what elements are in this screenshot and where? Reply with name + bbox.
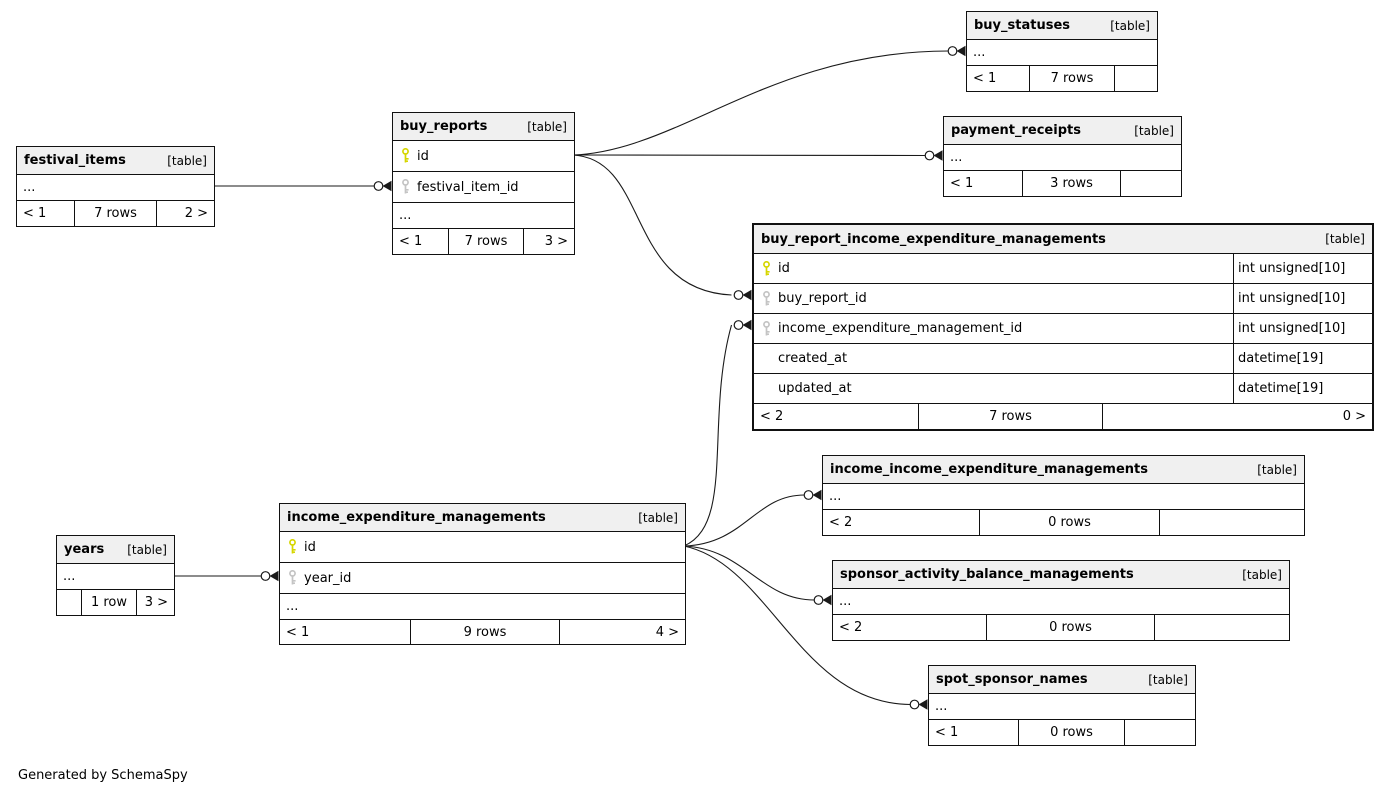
table-footer xyxy=(833,614,1289,640)
column-name: income_expenditure_management_id xyxy=(778,321,1023,336)
table-header xyxy=(823,456,1304,483)
table-spot_sponsor_names[interactable] xyxy=(928,665,1196,746)
foreign-key-icon xyxy=(393,179,417,195)
column-row xyxy=(754,253,1372,283)
columns-ellipsis: ... xyxy=(833,588,1289,614)
columns-ellipsis: ... xyxy=(57,563,174,589)
table-name[interactable]: buy_report_income_expenditure_managements xyxy=(761,231,1106,247)
columns-ellipsis: ... xyxy=(393,202,574,228)
column-type: datetime[19] xyxy=(1233,374,1372,403)
footer-child-count: 2 > xyxy=(156,201,214,226)
table-footer xyxy=(754,403,1372,429)
fk-line-iiem-income_expenditure_managements xyxy=(684,495,805,546)
foreign-key-icon xyxy=(754,291,778,307)
column-row xyxy=(393,140,574,171)
table-header xyxy=(393,113,574,140)
column-name: year_id xyxy=(304,570,352,586)
table-header xyxy=(754,225,1372,253)
footer-child-count xyxy=(1114,66,1157,91)
crowsfoot-endpoint xyxy=(948,46,965,56)
footer-parent-count: < 2 xyxy=(839,620,863,635)
table-type-badge: [table] xyxy=(1242,567,1282,582)
foreign-key-icon xyxy=(280,570,304,586)
column-row xyxy=(754,343,1372,373)
column-type: int unsigned[10] xyxy=(1233,284,1372,313)
primary-key-icon xyxy=(280,539,304,555)
column-type: datetime[19] xyxy=(1233,344,1372,373)
table-type-badge: [table] xyxy=(1148,672,1188,687)
table-type-badge: [table] xyxy=(1134,123,1174,138)
table-type-badge: [table] xyxy=(638,510,678,525)
crowsfoot-endpoint xyxy=(814,595,831,605)
columns-ellipsis: ... xyxy=(280,593,685,619)
table-payment_receipts[interactable] xyxy=(943,116,1182,197)
footer-parent-count: < 2 xyxy=(760,409,784,424)
table-income_income_expenditure_managements[interactable] xyxy=(822,455,1305,536)
table-footer xyxy=(17,200,214,226)
table-name[interactable]: years xyxy=(64,542,105,557)
crowsfoot-endpoint xyxy=(925,150,942,160)
crowsfoot-endpoint xyxy=(734,290,751,300)
footer-parent-count xyxy=(57,590,81,615)
table-header xyxy=(57,536,174,563)
columns-ellipsis: ... xyxy=(929,693,1195,719)
footer-child-count xyxy=(1124,720,1195,745)
column-row xyxy=(280,562,685,593)
footer-parent-count: < 1 xyxy=(950,176,974,191)
footer-row-count: 0 rows xyxy=(1018,720,1124,745)
table-header xyxy=(280,504,685,531)
table-name[interactable]: sponsor_activity_balance_managements xyxy=(840,567,1134,582)
table-header xyxy=(944,117,1181,144)
primary-key-icon xyxy=(754,261,778,277)
table-years[interactable] xyxy=(56,535,175,616)
footer-parent-count: < 1 xyxy=(399,234,423,249)
crowsfoot-endpoint xyxy=(374,181,391,191)
columns-ellipsis: ... xyxy=(823,483,1304,509)
table-footer xyxy=(823,509,1304,535)
table-header xyxy=(967,12,1157,39)
columns-ellipsis: ... xyxy=(17,174,214,200)
footer-row-count: 9 rows xyxy=(410,620,559,644)
footer-row-count: 1 row xyxy=(81,590,136,615)
footer-row-count: 7 rows xyxy=(448,229,523,254)
primary-key-icon xyxy=(393,148,417,164)
table-name[interactable]: payment_receipts xyxy=(951,123,1081,138)
table-type-badge: [table] xyxy=(1257,462,1297,477)
footer-row-count: 3 rows xyxy=(1022,171,1120,196)
table-buy_statuses[interactable] xyxy=(966,11,1158,92)
column-name: id xyxy=(778,261,790,276)
crowsfoot-endpoint xyxy=(910,699,927,709)
footer-child-count: 0 > xyxy=(1102,404,1372,429)
table-header xyxy=(17,147,214,174)
footer-child-count: 3 > xyxy=(136,590,174,615)
table-footer xyxy=(944,170,1181,196)
table-festival_items[interactable] xyxy=(16,146,215,227)
footer-parent-count: < 1 xyxy=(286,624,310,640)
footer-child-count xyxy=(1120,171,1181,196)
table-name[interactable]: income_expenditure_managements xyxy=(287,510,546,525)
table-type-badge: [table] xyxy=(1325,232,1365,246)
table-type-badge: [table] xyxy=(1110,18,1150,33)
footer-row-count: 0 rows xyxy=(979,510,1159,535)
crowsfoot-endpoint xyxy=(734,320,751,330)
column-name: id xyxy=(304,539,316,555)
columns-ellipsis: ... xyxy=(944,144,1181,170)
footer-child-count xyxy=(1159,510,1304,535)
column-name: buy_report_id xyxy=(778,291,867,306)
table-name[interactable]: buy_statuses xyxy=(974,18,1071,33)
table-footer xyxy=(967,65,1157,91)
footer-row-count: 7 rows xyxy=(74,201,156,226)
table-name[interactable]: income_income_expenditure_managements xyxy=(830,462,1148,477)
footer-parent-count: < 1 xyxy=(935,725,959,740)
column-type: int unsigned[10] xyxy=(1233,254,1372,283)
fk-line-brem-buy_reports xyxy=(573,155,732,295)
column-name: created_at xyxy=(778,351,848,366)
table-footer xyxy=(280,619,685,644)
columns-ellipsis: ... xyxy=(967,39,1157,65)
column-row xyxy=(754,313,1372,343)
footer-child-count xyxy=(1154,615,1289,640)
footer-child-count: 4 > xyxy=(559,620,685,644)
table-type-badge: [table] xyxy=(527,119,567,134)
column-name: festival_item_id xyxy=(417,179,519,195)
column-type: int unsigned[10] xyxy=(1233,314,1372,343)
table-type-badge: [table] xyxy=(127,542,167,557)
column-name: updated_at xyxy=(778,381,852,396)
footer-parent-count: < 2 xyxy=(829,515,853,530)
footer-child-count: 3 > xyxy=(523,229,574,254)
column-name: id xyxy=(417,148,429,164)
column-row xyxy=(754,373,1372,403)
table-header xyxy=(929,666,1195,693)
column-row xyxy=(393,171,574,202)
footer-row-count: 7 rows xyxy=(918,404,1102,429)
fk-line-payment_receipts-buy_reports xyxy=(573,155,926,156)
fk-line-brem-income_expenditure_managements xyxy=(684,325,732,546)
table-income_expenditure_managements[interactable] xyxy=(279,503,686,645)
footer-parent-count: < 1 xyxy=(23,206,47,221)
table-buy_report_income_expenditure_managements[interactable] xyxy=(752,223,1374,431)
column-row xyxy=(280,531,685,562)
column-row xyxy=(754,283,1372,313)
table-footer xyxy=(57,589,174,615)
table-footer xyxy=(393,228,574,254)
generated-by-label: Generated by SchemaSpy xyxy=(18,768,188,783)
foreign-key-icon xyxy=(754,321,778,337)
crowsfoot-endpoint xyxy=(804,490,821,500)
fk-line-buy_statuses-buy_reports xyxy=(573,51,949,155)
table-buy_reports[interactable] xyxy=(392,112,575,255)
table-sponsor_activity_balance_managements[interactable] xyxy=(832,560,1290,641)
footer-row-count: 0 rows xyxy=(986,615,1154,640)
table-name[interactable]: festival_items xyxy=(24,153,126,168)
table-header xyxy=(833,561,1289,588)
table-footer xyxy=(929,719,1195,745)
table-type-badge: [table] xyxy=(167,153,207,168)
footer-parent-count: < 1 xyxy=(973,71,997,86)
fk-line-sabm-income_expenditure_managements xyxy=(684,546,815,600)
crowsfoot-endpoint xyxy=(261,571,278,581)
table-name[interactable]: spot_sponsor_names xyxy=(936,672,1088,687)
table-name[interactable]: buy_reports xyxy=(400,119,488,134)
footer-row-count: 7 rows xyxy=(1029,66,1114,91)
